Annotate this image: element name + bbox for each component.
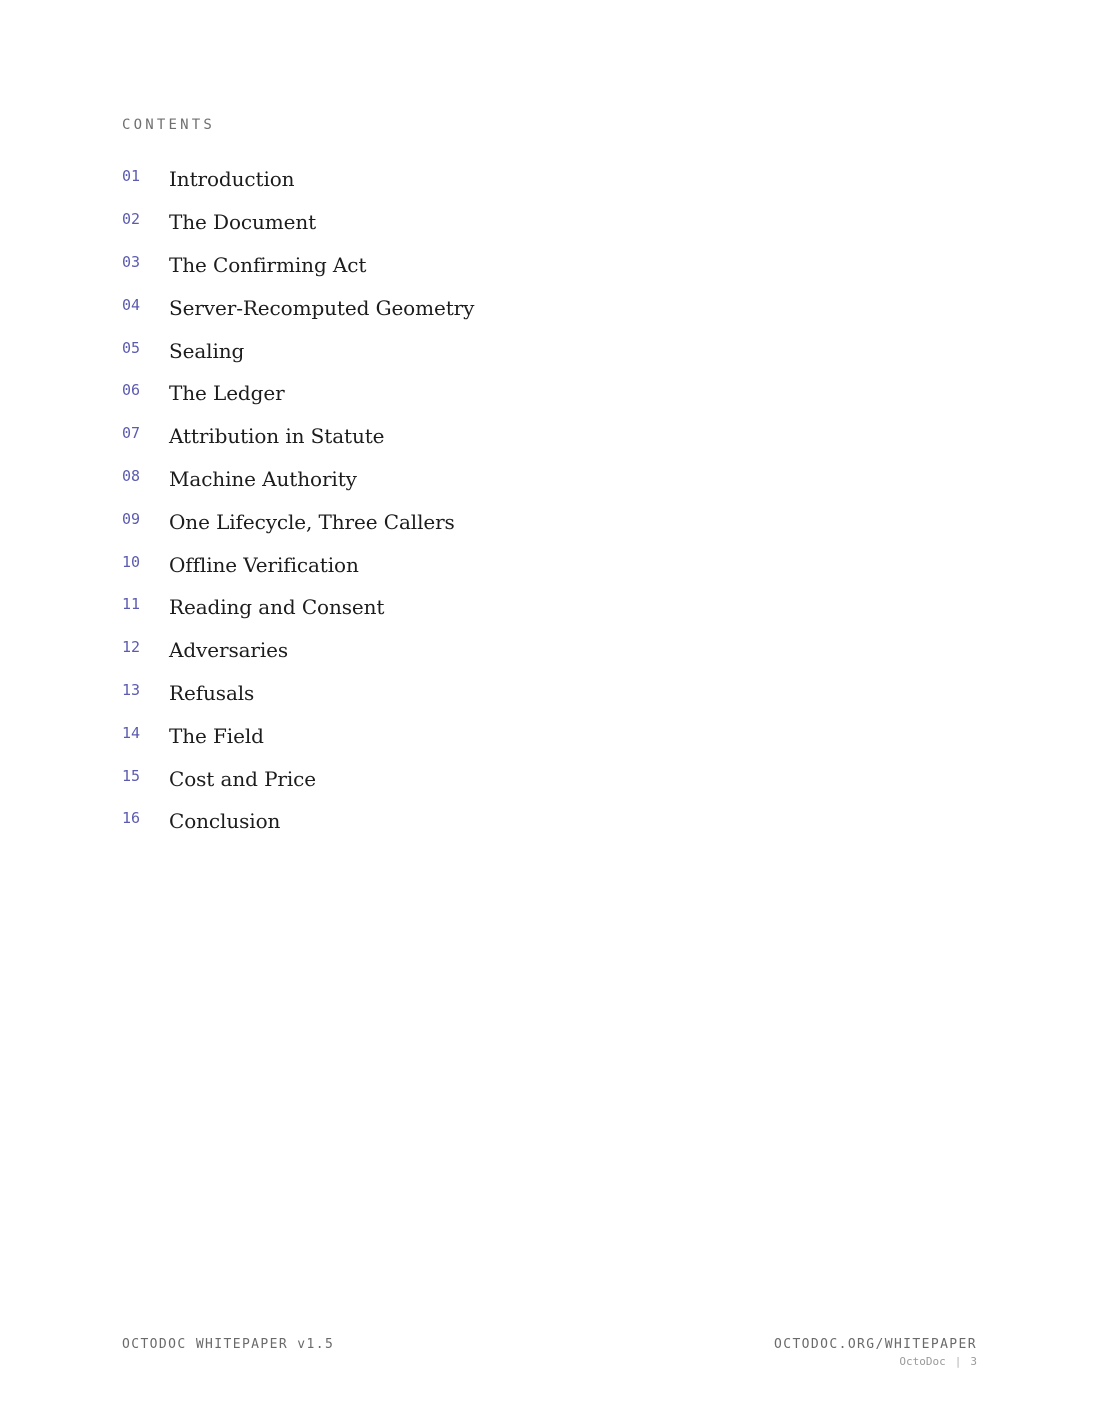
footer-url-link[interactable]: OCTODOC.ORG/WHITEPAPER (774, 1337, 977, 1352)
toc-entry-reading-and-consent[interactable] (122, 586, 722, 629)
toc-number: 02 (122, 210, 141, 229)
toc-entry-the-document[interactable] (122, 201, 722, 244)
toc-title: Adversaries (169, 638, 289, 663)
toc-number: 13 (122, 680, 141, 699)
toc-entry-conclusion[interactable] (122, 800, 722, 843)
toc-title: Server-Recomputed Geometry (169, 295, 475, 320)
toc-number: 11 (122, 595, 141, 614)
toc-title: The Ledger (169, 381, 285, 406)
toc-title: The Confirming Act (169, 252, 367, 277)
toc-entry-offline-verification[interactable] (122, 543, 722, 586)
toc-entry-the-ledger[interactable] (122, 372, 722, 415)
toc-entry-attribution-in-statute[interactable] (122, 415, 722, 458)
page-number: 3 (970, 1355, 977, 1368)
toc-title: Attribution in Statute (169, 424, 385, 449)
toc-number: 07 (122, 424, 141, 443)
toc-entry-sealing[interactable] (122, 329, 722, 372)
toc-entry-one-lifecycle-three-callers[interactable] (122, 500, 722, 543)
toc-number: 12 (122, 638, 141, 657)
toc-entry-refusals[interactable] (122, 672, 722, 715)
toc-entry-cost-and-price[interactable] (122, 757, 722, 800)
footer-separator: | (954, 1355, 962, 1368)
toc-entry-the-field[interactable] (122, 714, 722, 757)
toc-title: Introduction (169, 167, 295, 192)
toc-title: Sealing (169, 338, 245, 363)
toc-title: Conclusion (169, 809, 281, 834)
toc-title: The Field (169, 723, 264, 748)
toc-number: 10 (122, 552, 141, 571)
toc-number: 15 (122, 766, 141, 785)
toc-title: One Lifecycle, Three Callers (169, 509, 455, 534)
toc-title: Cost and Price (169, 766, 317, 791)
toc-number: 09 (122, 509, 141, 528)
toc-title: Reading and Consent (169, 595, 385, 620)
table-of-contents (122, 158, 722, 843)
toc-entry-server-recomputed-geometry[interactable] (122, 286, 722, 329)
toc-title: Offline Verification (169, 552, 359, 577)
footer-page-meta (774, 1355, 977, 1369)
toc-title: The Document (169, 210, 317, 235)
toc-entry-introduction[interactable] (122, 158, 722, 201)
toc-number: 04 (122, 295, 141, 314)
toc-number: 06 (122, 381, 141, 400)
toc-number: 08 (122, 466, 141, 485)
toc-entry-the-confirming-act[interactable] (122, 244, 722, 287)
footer-right (774, 1337, 977, 1369)
toc-entry-machine-authority[interactable] (122, 458, 722, 501)
toc-number: 14 (122, 723, 141, 742)
toc-number: 03 (122, 252, 141, 271)
footer-brand: OctoDoc (899, 1355, 946, 1368)
contents-heading: CONTENTS (122, 117, 216, 133)
toc-title: Machine Authority (169, 466, 357, 491)
toc-number: 05 (122, 338, 141, 357)
toc-number: 01 (122, 167, 141, 186)
toc-title: Refusals (169, 680, 255, 705)
toc-number: 16 (122, 809, 141, 828)
toc-entry-adversaries[interactable] (122, 629, 722, 672)
footer-document-version: OCTODOC WHITEPAPER v1.5 (122, 1337, 335, 1352)
